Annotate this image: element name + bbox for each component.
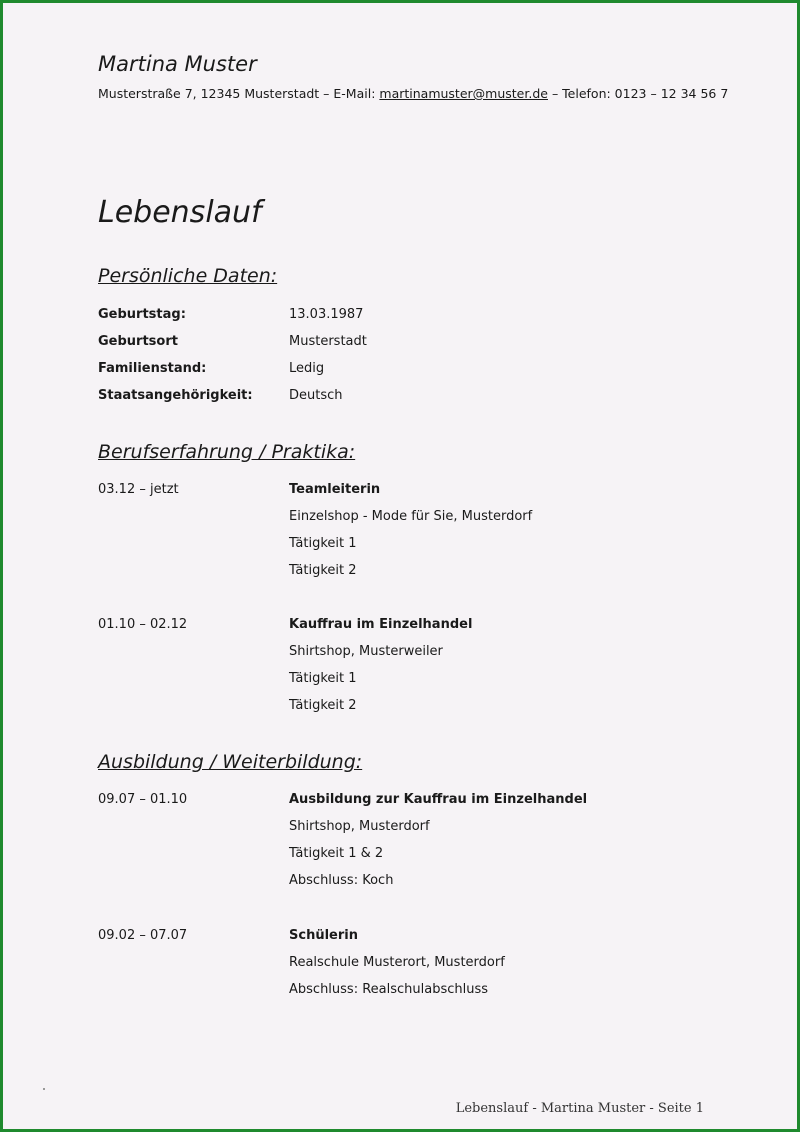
entry-line: Abschluss: Realschulabschluss [289,982,489,997]
entry-line: Einzelshop - Mode für Sie, Musterdorf [289,509,533,524]
entry-line: Tätigkeit 1 [289,536,357,551]
entry-line: Abschluss: Koch [289,873,394,888]
entry-line: Tätigkeit 1 & 2 [289,846,384,861]
margin-mark [43,1088,45,1090]
personal-label: Familienstand: [98,361,207,376]
contact-line [98,86,728,101]
applicant-name: Martina Muster [98,52,257,76]
entry-line: Shirtshop, Musterweiler [289,644,443,659]
entry-date: 09.02 – 07.07 [98,928,188,943]
entry-title: Kauffrau im Einzelhandel [289,617,473,632]
entry-line: Tätigkeit 2 [289,698,357,713]
section-heading-education: Ausbildung / Weiterbildung: [98,751,363,773]
section-heading-experience: Berufserfahrung / Praktika: [98,441,356,463]
personal-value: Musterstadt [289,334,367,349]
personal-value: Deutsch [289,388,343,403]
section-heading-personal: Persönliche Daten: [98,265,278,287]
personal-value: Ledig [289,361,325,376]
personal-value: 13.03.1987 [289,307,364,322]
entry-line: Tätigkeit 1 [289,671,357,686]
personal-label: Geburtsort [98,334,178,349]
document-title: Lebenslauf [98,195,262,230]
entry-date: 03.12 – jetzt [98,482,179,497]
page-footer: Lebenslauf - Martina Muster - Seite 1 [455,1101,704,1116]
entry-title: Schülerin [289,928,358,943]
email-link[interactable]: martinamuster@muster.de [379,86,548,101]
entry-title: Teamleiterin [289,482,381,497]
entry-line: Tätigkeit 2 [289,563,357,578]
entry-title: Ausbildung zur Kauffrau im Einzelhandel [289,792,588,807]
personal-label: Geburtstag: [98,307,186,322]
phone-text: – Telefon: 0123 – 12 34 56 7 [547,86,729,101]
address-text: Musterstraße 7, 12345 Musterstadt – E-Mail: [98,86,380,101]
entry-date: 09.07 – 01.10 [98,792,188,807]
entry-line: Shirtshop, Musterdorf [289,819,430,834]
entry-date: 01.10 – 02.12 [98,617,188,632]
personal-label: Staatsangehörigkeit: [98,388,253,403]
entry-line: Realschule Musterort, Musterdorf [289,955,505,970]
